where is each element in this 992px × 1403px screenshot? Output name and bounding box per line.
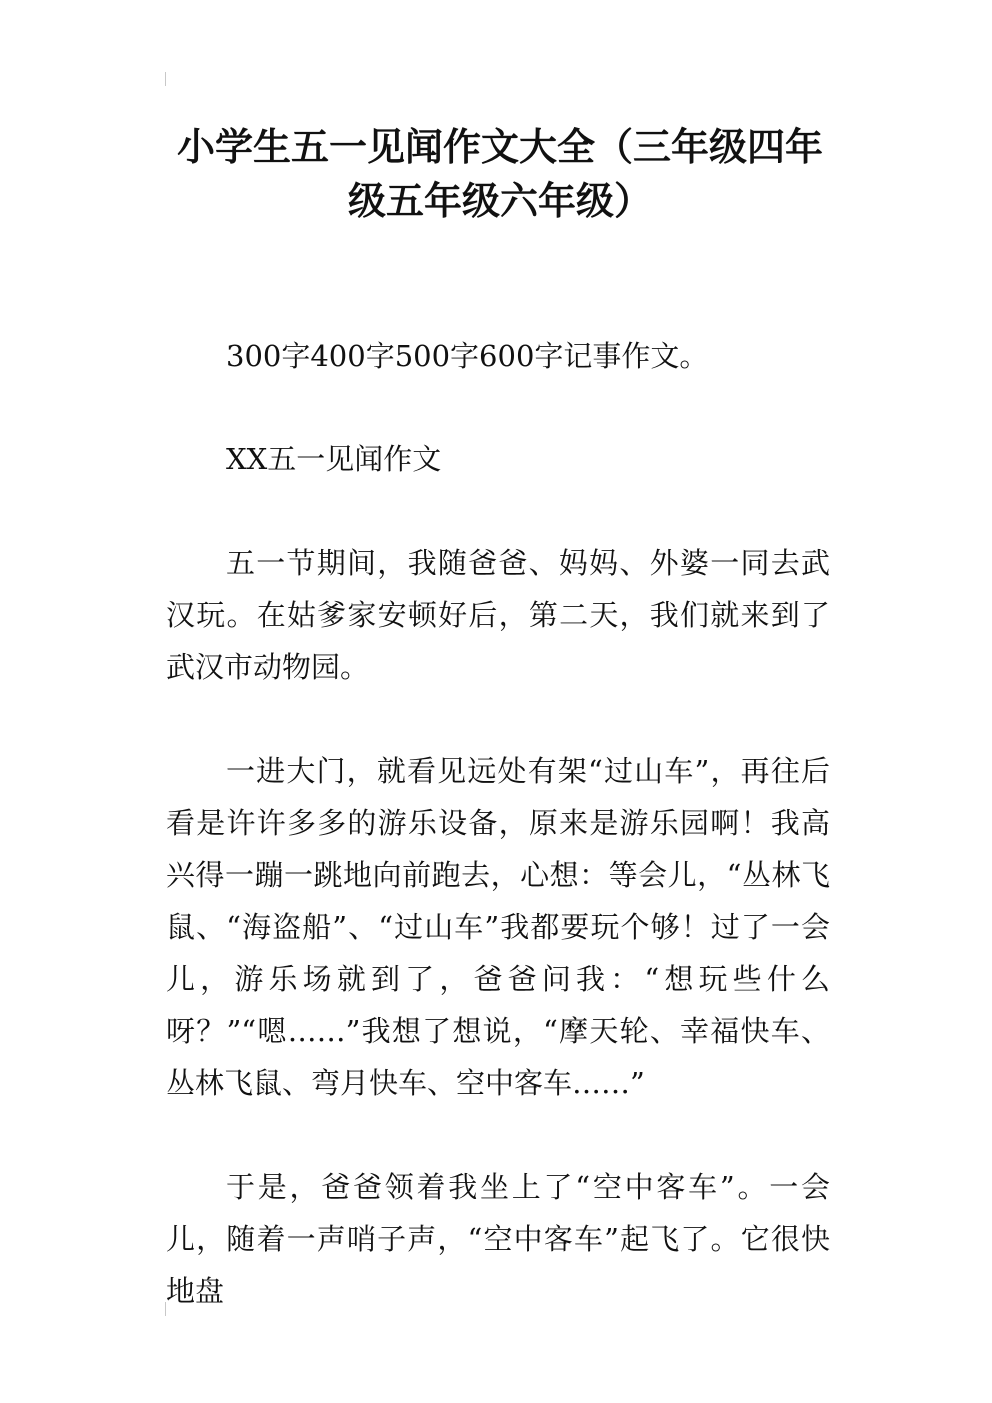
page-corner-mark-bottom	[165, 1302, 166, 1316]
section-heading: XX五一见闻作文	[226, 442, 442, 476]
page-corner-mark-top	[165, 72, 166, 86]
document-title: 小学生五一见闻作文大全（三年级四年级五年级六年级）	[176, 125, 823, 223]
paragraph-3: 于是，爸爸领着我坐上了“空中客车”。一会儿，随着一声哨子声，“空中客车”起飞了。它很快地盘	[166, 1170, 830, 1308]
subtitle-line: 300字400字500字600字记事作文。	[226, 339, 709, 373]
paragraph-1: 五一节期间，我随爸爸、妈妈、外婆一同去武汉玩。在姑爹家安顿好后，第二天，我们就来到了武汉市动物园。	[166, 546, 830, 684]
paragraph-2: 一进大门，就看见远处有架“过山车”，再往后看是许许多多的游乐设备，原来是游乐园啊！我高兴得一蹦一跳地向前跑去，心想：等会儿，“丛林飞鼠、“海盗船”、“过山车”我都要玩个够！过了一会儿，游乐场就到了，爸爸问我：“想玩些什么呀？”“嗯……”我想了想说，“摩天轮、幸福快车、丛林飞鼠、弯月快车、空中客车……”	[166, 754, 830, 1100]
